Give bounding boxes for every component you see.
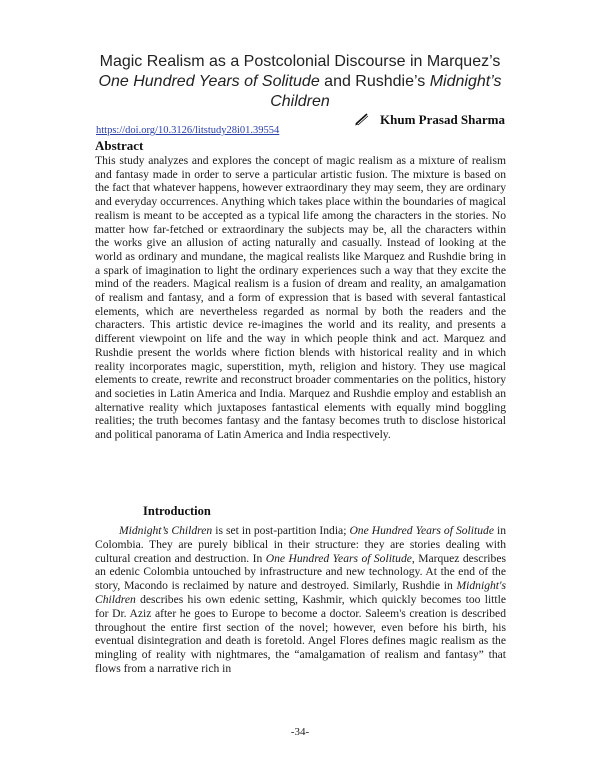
paper-title — [70, 52, 530, 112]
intro-italic-2: One Hundred Years of Solitude — [349, 524, 494, 537]
abstract-text: This study analyzes and explores the concept of magic realism as a mixture of realism and fantasy made in order to serve a particular artistic fusion. The mixture is based on the fact that whatever happens, however extraordinary they may seem, they are ordinary and everyday occurrences. Anything which takes place within the boundaries of magical realism is meant to be accepted as a typical life among the characters in the stories. No matter how far-fetched or extraordinary the subjects may be, all the characters within the works give an allusion of acting naturally and casually. Instead of looking at the world as ordinary and mundane, the magical realists like Marquez and Rushdie bring in a spark of imagination to light the ordinary experiences such a way that they excite the mind of the readers. Magical realism is a fusion of dream and reality, an amalgamation of realism and fantasy, and a form of expression that is based with several fantastical elements, which are nevertheless regarded as normal by both the readers and the characters. This artistic device re-imagines the world and its reality, and presents a different viewpoint on life and the way in which people think and act. Marquez and Rushdie present the worlds where fiction blends with historical reality and in which reality incorporates magic, superstition, myth, religion and history. They use magical elements to create, rewrite and reconstruct broader commentaries on the politics, history and societies in Latin America and India. Marquez and Rushdie employ and establish an alternative reality which juxtaposes fantastical elements with equally mind boggling realities; the truth becomes fantasy and the fantasy becomes truth to disclose historical and political panorama of Latin America and India respectively. — [95, 154, 506, 442]
intro-text-2: in Colombia. They are purely biblical in their structure: they are stories dealing with cultural creation and destruction. In — [95, 524, 507, 565]
page-number: -34- — [290, 726, 310, 738]
intro-text-1: is set in post-partition India; — [212, 524, 350, 537]
introduction-text — [95, 524, 506, 676]
intro-italic-4: Midnight's Children — [95, 579, 506, 606]
abstract-heading: Abstract — [95, 138, 144, 153]
doi-link[interactable]: https://doi.org/10.3126/litstudy28i01.39554 — [96, 125, 280, 136]
title-work-2-part-2: Children — [270, 93, 330, 110]
author-name: Khum Prasad Sharma — [380, 112, 505, 127]
title-work-1: One Hundred Years of Solitude — [98, 73, 320, 90]
title-line-2 — [70, 72, 530, 92]
introduction-paragraph — [95, 524, 506, 676]
title-line-3 — [70, 92, 530, 112]
intro-text-4: describes his own edenic setting, Kashmir, which quickly becomes too little for Dr. Aziz after he goes to Europe to become a doctor. Saleem's creation is described throughout the entire first section of the novel; however, even before his birth, his eventual disintegration and death is foretold. Angel Flores defines magic realism as the mingling of reality with nightmares, the “amalgamation of realism and fantasy” that flows from a narrative rich in — [95, 592, 506, 675]
author-byline — [354, 112, 505, 128]
intro-italic-3: One Hundred Years of Solitude — [265, 551, 412, 565]
title-work-2-part-1: Midnight’s — [429, 73, 502, 90]
introduction-heading: Introduction — [143, 504, 211, 518]
intro-italic-1: Midnight’s Children — [119, 524, 213, 537]
title-connector: and Rushdie’s — [319, 73, 430, 90]
intro-text-3: , Marquez describes an edenic Colombia untouched by infrastructure and new technology. At the end of the story, Macondo is reclaimed by nature and destroyed. Similarly, Rushdie in — [95, 551, 506, 593]
title-line-1: Magic Realism as a Postcolonial Discourse in Marquez’s — [99, 53, 501, 70]
pencil-icon — [354, 112, 370, 126]
